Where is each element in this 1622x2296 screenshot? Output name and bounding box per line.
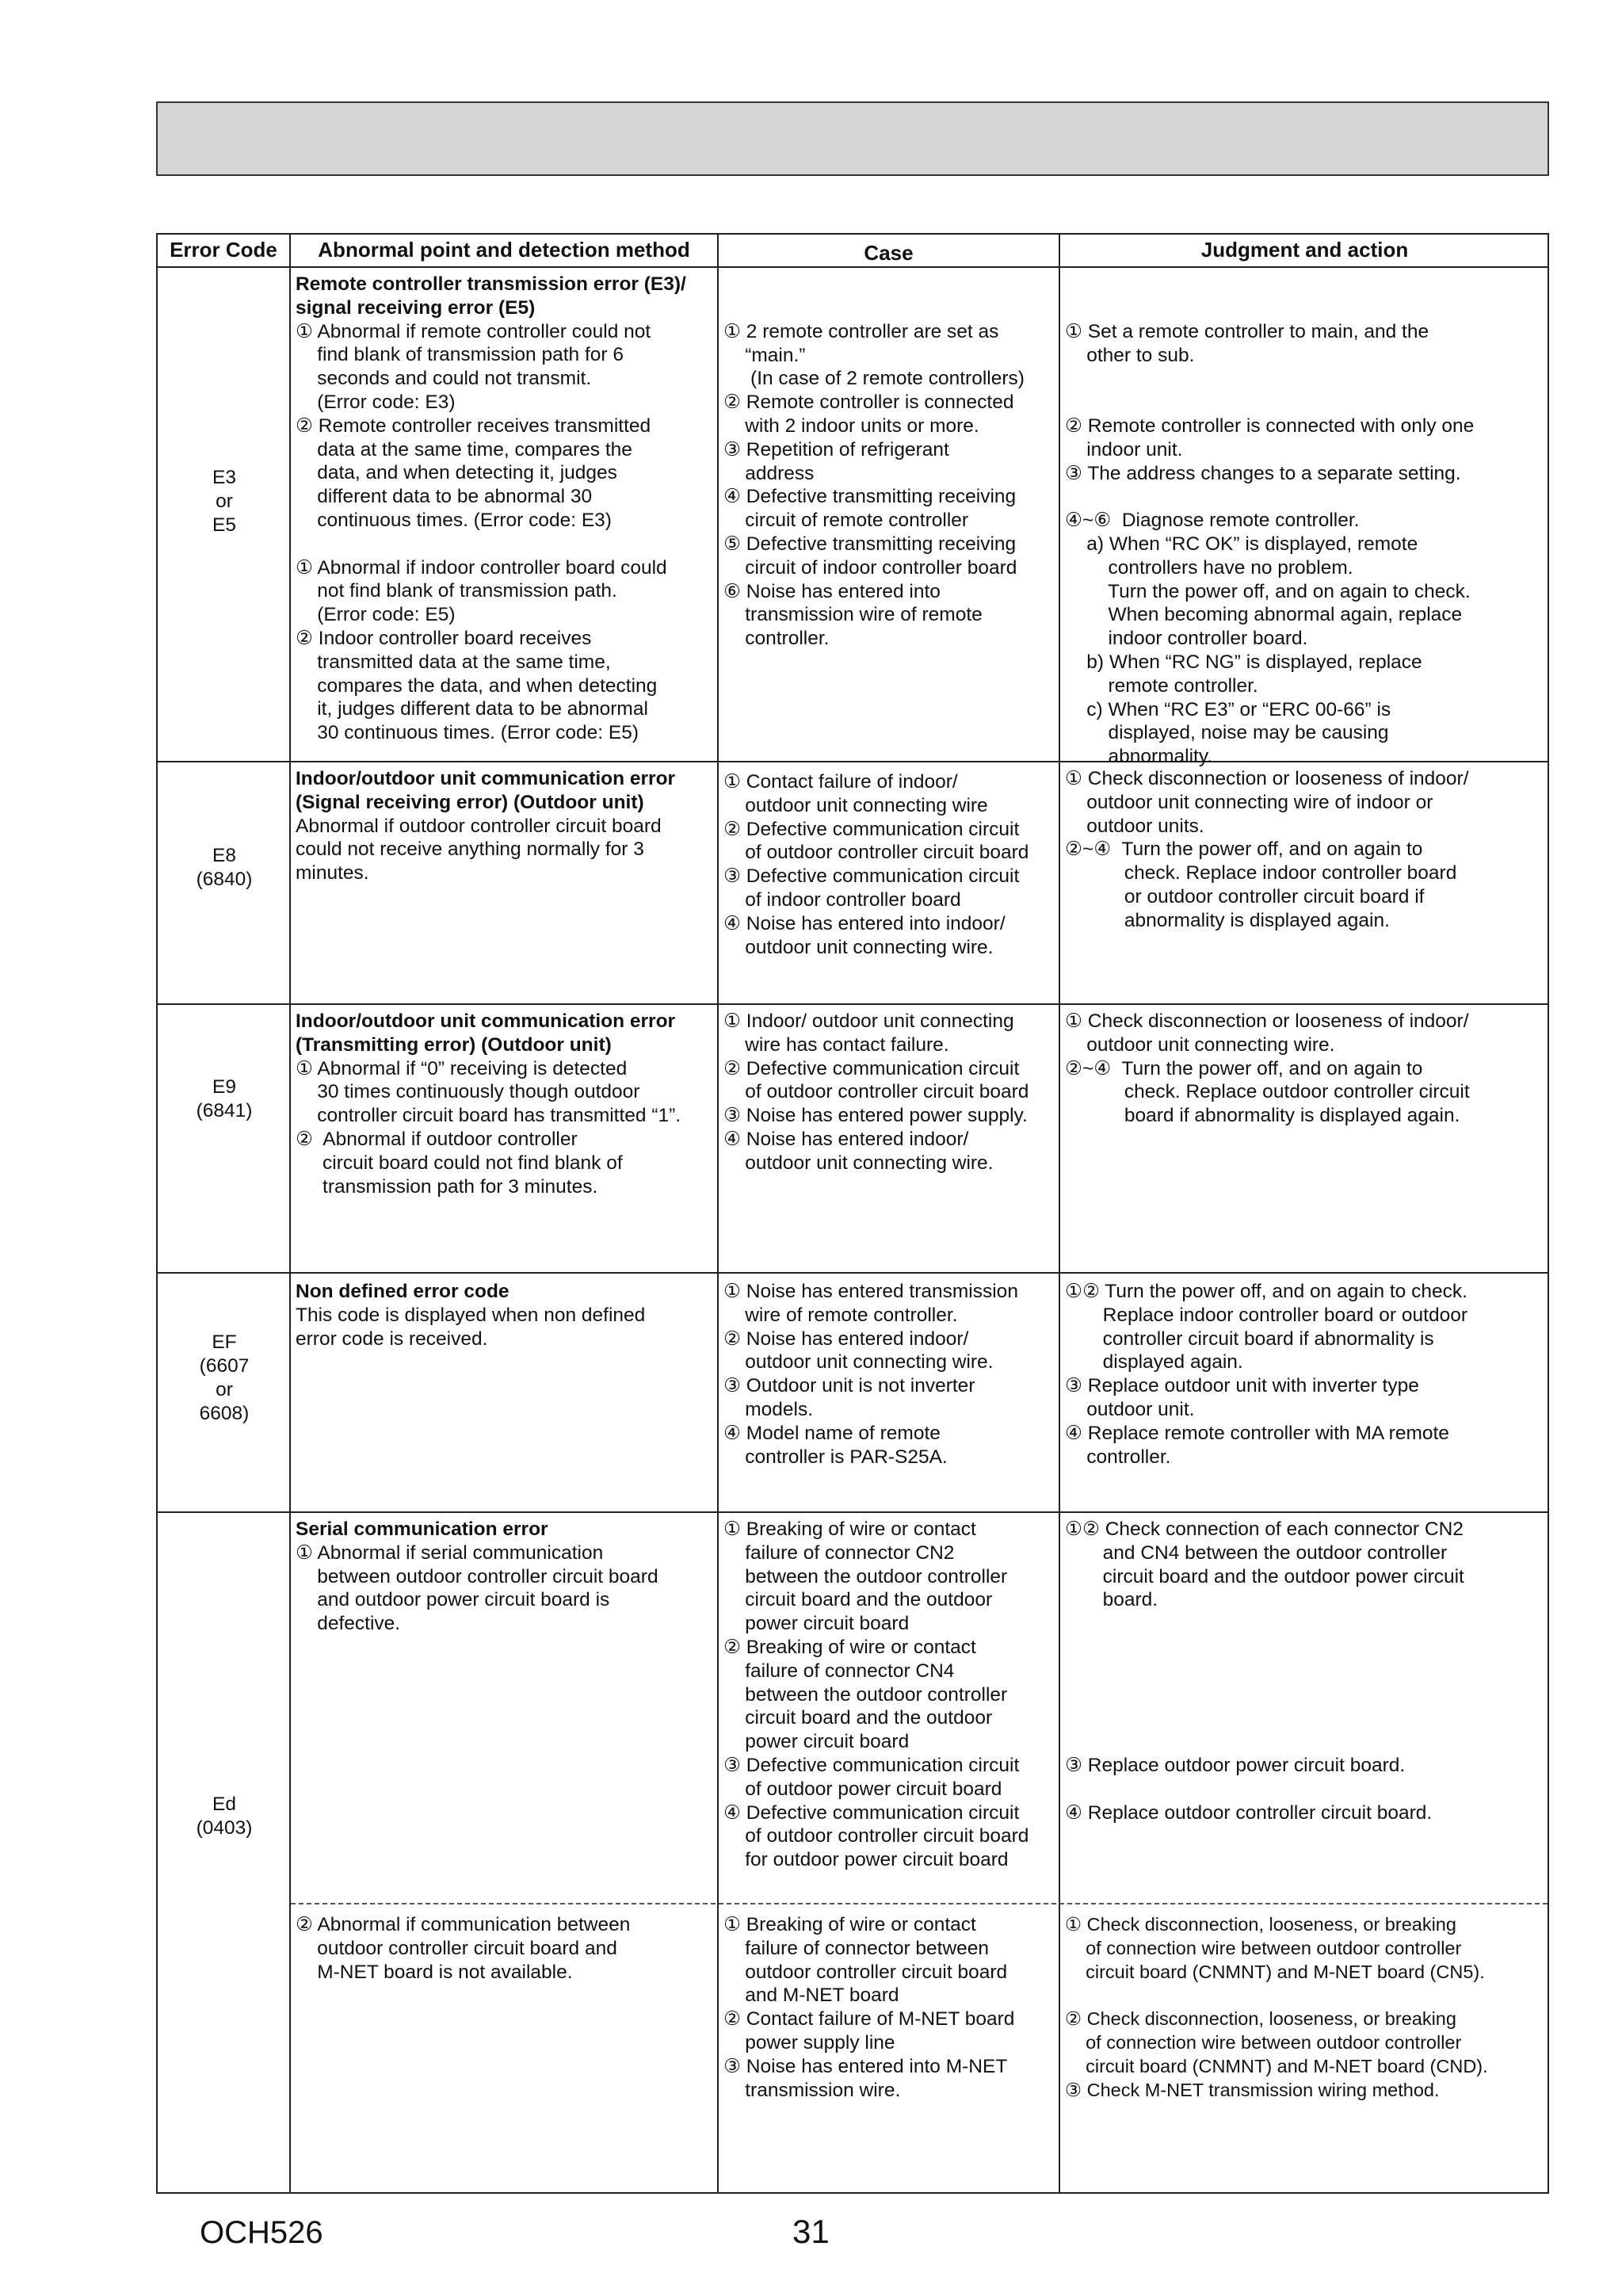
cell-line: and M-NET board	[723, 1985, 899, 2007]
case-cell	[723, 1913, 1014, 2102]
header-case: Case	[864, 241, 914, 265]
error-code-line: (6841)	[196, 1100, 253, 1121]
error-code-cell	[158, 1075, 291, 1123]
cell-line: failure of connector between	[723, 1937, 990, 1959]
cell-line: When becoming abnormal again, replace	[1065, 604, 1463, 626]
cell-line: different data to be abnormal 30	[296, 486, 593, 508]
column-divider	[1059, 235, 1060, 2192]
case-cell	[723, 1518, 1029, 1872]
cell-line: ① Indoor/ outdoor unit connecting	[723, 1010, 1014, 1032]
cell-line	[1065, 1612, 1464, 1636]
cell-line: ③ Replace outdoor unit with inverter type	[1065, 1375, 1419, 1397]
cell-line: outdoor units.	[1065, 815, 1204, 837]
cell-line: check. Replace indoor controller board	[1065, 862, 1457, 884]
cell-line: outdoor unit connecting wire	[723, 794, 988, 816]
cell-line: ② Noise has entered indoor/	[723, 1328, 969, 1350]
cell-line: board if abnormality is displayed again.	[1065, 1105, 1460, 1127]
cell-line: 30 times continuously though outdoor	[296, 1081, 640, 1103]
cell-line: of outdoor controller circuit board	[723, 1081, 1029, 1103]
cell-line	[723, 296, 1025, 320]
cell-title: (Transmitting error) (Outdoor unit)	[296, 1033, 612, 1056]
cell-line: ④ Model name of remote	[723, 1422, 941, 1444]
cell-line: ① Check disconnection or looseness of indoor/	[1065, 1010, 1469, 1032]
cell-line: ④ Replace outdoor controller circuit board.	[1065, 1801, 1433, 1824]
cell-line: circuit board and the outdoor	[723, 1707, 993, 1729]
cell-line: circuit of indoor controller board	[723, 556, 1017, 579]
cell-line	[1065, 485, 1474, 509]
cell-line: of indoor controller board	[723, 888, 961, 911]
cell-line: (In case of 2 remote controllers)	[723, 368, 1025, 390]
error-code-line: E5	[212, 514, 236, 536]
case-cell	[723, 1010, 1029, 1175]
cell-line	[1065, 296, 1474, 320]
error-code-line: (6840)	[196, 869, 253, 890]
cell-line: controller is PAR-S25A.	[723, 1446, 948, 1468]
header-bar	[156, 101, 1549, 176]
cell-line	[1065, 367, 1474, 391]
cell-line: of outdoor controller circuit board	[723, 1825, 1029, 1847]
page-number: 31	[792, 2213, 830, 2250]
cell-line: not find blank of transmission path.	[296, 580, 617, 602]
cell-line: ④ Defective transmitting receiving	[723, 486, 1017, 508]
cell-title: Non defined error code	[296, 1281, 509, 1302]
cell-line: ③ Noise has entered into M-NET	[723, 2055, 1008, 2077]
cell-line: error code is received.	[296, 1328, 488, 1350]
cell-line: between outdoor controller circuit board	[296, 1565, 658, 1587]
cell-line: displayed again.	[1065, 1351, 1243, 1373]
cell-line: outdoor unit connecting wire.	[723, 936, 994, 958]
error-code-line: E8	[212, 845, 236, 866]
cell-line: ①② Turn the power off, and on again to check.	[1065, 1281, 1467, 1302]
cell-line: ① Abnormal if remote controller could not	[296, 320, 651, 342]
row-divider	[158, 1272, 1548, 1274]
error-code-cell	[158, 466, 291, 537]
cell-line	[1065, 1984, 1488, 2008]
cell-line: outdoor unit.	[1065, 1398, 1195, 1420]
cell-line: transmission wire of remote	[723, 604, 983, 626]
error-code-line: or	[216, 491, 233, 512]
cell-line: ①② Check connection of each connector CN2	[1065, 1519, 1464, 1540]
cell-line: indoor unit.	[1065, 438, 1183, 460]
cell-line: address	[723, 462, 815, 484]
cell-line	[1065, 1706, 1464, 1730]
cell-line: of outdoor controller circuit board	[723, 842, 1029, 864]
cell-line: between the outdoor controller	[723, 1683, 1008, 1706]
cell-line: find blank of transmission path for 6	[296, 344, 624, 366]
cell-line: ① Abnormal if “0” receiving is detected	[296, 1057, 628, 1079]
cell-line: ② Abnormal if communication between	[296, 1914, 631, 1935]
cell-line: ① Check disconnection or looseness of indoor/	[1065, 768, 1469, 789]
cell-line: ④ Replace remote controller with MA remote	[1065, 1422, 1449, 1444]
cell-line: displayed, noise may be causing	[1065, 722, 1389, 744]
cell-line: ④~⑥ Diagnose remote controller.	[1065, 510, 1360, 532]
cell-line: ② Check disconnection, looseness, or breaking	[1065, 2008, 1456, 2030]
cell-line: ① Contact failure of indoor/	[723, 771, 958, 793]
cell-line: ② Defective communication circuit	[723, 1057, 1020, 1079]
abnormal-cell	[296, 1518, 658, 1636]
cell-line: transmitted data at the same time,	[296, 651, 611, 673]
error-code-table	[156, 233, 1549, 2194]
cell-line: ⑤ Defective transmitting receiving	[723, 533, 1017, 555]
cell-line: ② Abnormal if outdoor controller	[296, 1128, 578, 1150]
cell-line: circuit board could not find blank of	[296, 1152, 623, 1174]
cell-title: signal receiving error (E5)	[296, 296, 536, 319]
judgment-cell	[1065, 296, 1474, 769]
cell-line: ① Abnormal if indoor controller board could	[296, 556, 667, 579]
case-cell	[723, 770, 1029, 959]
cell-line: circuit of remote controller	[723, 510, 969, 532]
cell-line: circuit board and the outdoor	[723, 1589, 993, 1611]
cell-line: failure of connector CN2	[723, 1541, 955, 1564]
cell-line: ① Abnormal if serial communication	[296, 1541, 604, 1564]
cell-line: a) When “RC OK” is displayed, remote	[1065, 533, 1418, 555]
cell-line: indoor controller board.	[1065, 628, 1308, 650]
cell-title: Indoor/outdoor unit communication error	[296, 768, 676, 789]
cell-line: ③ Defective communication circuit	[723, 1754, 1020, 1776]
cell-line: ② Indoor controller board receives	[296, 627, 592, 649]
cell-line: of connection wire between outdoor controller	[1065, 2031, 1462, 2053]
cell-line: remote controller.	[1065, 674, 1258, 697]
error-code-line: (6607	[199, 1355, 250, 1377]
cell-line: ① Check disconnection, looseness, or breaking	[1065, 1914, 1456, 1935]
cell-line: failure of connector CN4	[723, 1660, 955, 1682]
cell-line: minutes.	[296, 862, 369, 884]
cell-line: ② Remote controller is connected with only one	[1065, 415, 1475, 437]
row-divider	[158, 1003, 1548, 1005]
cell-line: board.	[1065, 1589, 1158, 1611]
error-code-line: E3	[212, 467, 236, 488]
cell-line: ① Breaking of wire or contact	[723, 1519, 976, 1540]
header-error-code: Error Code	[170, 238, 277, 262]
cell-line: ② Remote controller is connected	[723, 392, 1014, 414]
cell-line: ④ Defective communication circuit	[723, 1801, 1020, 1824]
cell-line: with 2 indoor units or more.	[723, 415, 979, 437]
judgment-cell	[1065, 1913, 1488, 2102]
judgment-cell	[1065, 1010, 1470, 1128]
cell-line: controller.	[723, 628, 830, 650]
cell-line: outdoor controller circuit board and	[296, 1937, 617, 1959]
cell-line: ② Remote controller receives transmitted	[296, 415, 651, 437]
cell-line: ① Breaking of wire or contact	[723, 1914, 976, 1935]
error-code-line: EF	[212, 1331, 237, 1353]
cell-line: ② Contact failure of M-NET board	[723, 2008, 1015, 2030]
header-abnormal-point: Abnormal point and detection method	[318, 238, 690, 262]
header-judgment: Judgment and action	[1200, 238, 1409, 262]
cell-line: ① 2 remote controller are set as	[723, 320, 999, 342]
cell-line: power circuit board	[723, 1731, 910, 1753]
judgment-cell	[1065, 1518, 1464, 1824]
cell-line: controller.	[1065, 1446, 1171, 1468]
cell-line: circuit board (CNMNT) and M-NET board (CN5).	[1065, 1961, 1485, 1982]
cell-line: ② Defective communication circuit	[723, 818, 1020, 840]
cell-line: ②~④ Turn the power off, and on again to	[1065, 839, 1423, 861]
cell-line: outdoor unit connecting wire.	[723, 1152, 994, 1174]
error-code-line: 6608)	[199, 1403, 250, 1424]
error-code-cell	[158, 1793, 291, 1840]
cell-line: ⑥ Noise has entered into	[723, 580, 941, 602]
case-cell	[723, 296, 1025, 651]
cell-title: Serial communication error	[296, 1519, 548, 1540]
cell-line: c) When “RC E3” or “ERC 00-66” is	[1065, 698, 1391, 720]
cell-line: ③ Outdoor unit is not inverter	[723, 1375, 975, 1397]
column-divider	[717, 235, 719, 2192]
cell-line: could not receive anything normally for 3	[296, 839, 644, 861]
cell-line: outdoor unit connecting wire.	[723, 1351, 994, 1373]
case-cell	[723, 1280, 1018, 1469]
cell-line: abnormality is displayed again.	[1065, 909, 1390, 931]
cell-line: ③ Noise has entered power supply.	[723, 1105, 1028, 1127]
cell-line: Abnormal if outdoor controller circuit board	[296, 815, 662, 837]
cell-line: check. Replace outdoor controller circuit	[1065, 1081, 1470, 1103]
cell-title: Remote controller transmission error (E3)/	[296, 273, 686, 295]
error-code-line: or	[216, 1379, 233, 1400]
cell-line	[1065, 1636, 1464, 1660]
cell-line: defective.	[296, 1613, 401, 1635]
cell-line: (Error code: E5)	[296, 604, 456, 626]
cell-line: for outdoor power circuit board	[723, 1849, 1009, 1871]
cell-line: wire of remote controller.	[723, 1304, 958, 1326]
abnormal-cell	[296, 1913, 630, 1984]
cell-line: transmission wire.	[723, 2079, 901, 2101]
cell-line: outdoor unit connecting wire of indoor or	[1065, 791, 1433, 813]
cell-line: wire has contact failure.	[723, 1033, 949, 1056]
judgment-cell	[1065, 767, 1469, 933]
abnormal-cell	[296, 1280, 645, 1350]
error-code-line: Ed	[212, 1794, 236, 1815]
abnormal-cell	[296, 767, 675, 885]
abnormal-cell	[296, 1010, 681, 1198]
cell-line	[1065, 1683, 1464, 1707]
cell-line: transmission path for 3 minutes.	[296, 1175, 598, 1198]
cell-title: Indoor/outdoor unit communication error	[296, 1010, 676, 1032]
cell-line: outdoor unit connecting wire.	[1065, 1033, 1335, 1056]
cell-line: “main.”	[723, 344, 806, 366]
cell-line: ④ Noise has entered indoor/	[723, 1128, 969, 1150]
header-divider	[158, 266, 1548, 268]
cell-line	[1065, 1730, 1464, 1754]
cell-line: seconds and could not transmit.	[296, 368, 592, 390]
cell-line: ③ Check M-NET transmission wiring method.	[1065, 2079, 1440, 2100]
cell-line: or outdoor controller circuit board if	[1065, 885, 1425, 907]
cell-line: ③ Replace outdoor power circuit board.	[1065, 1754, 1406, 1776]
cell-line: Replace indoor controller board or outdoor	[1065, 1304, 1467, 1326]
cell-line: it, judges different data to be abnormal	[296, 698, 648, 720]
cell-line: ③ The address changes to a separate setting.	[1065, 462, 1461, 484]
cell-line: data at the same time, compares the	[296, 438, 632, 460]
error-code-cell	[158, 844, 291, 892]
row-divider	[158, 1511, 1548, 1513]
cell-line: (Error code: E3)	[296, 391, 456, 413]
sub-row-dashed-divider	[291, 1903, 1548, 1904]
cell-line: 30 continuous times. (Error code: E5)	[296, 722, 639, 744]
error-code-line: E9	[212, 1076, 236, 1098]
cell-line: M-NET board is not available.	[296, 1961, 573, 1983]
cell-line	[1065, 1660, 1464, 1683]
cell-line: between the outdoor controller	[723, 1565, 1008, 1587]
error-code-cell	[158, 1331, 291, 1426]
cell-line: of connection wire between outdoor controller	[1065, 1937, 1462, 1958]
cell-line: b) When “RC NG” is displayed, replace	[1065, 651, 1422, 673]
cell-line: power circuit board	[723, 1613, 910, 1635]
cell-line: controller circuit board has transmitted “1”.	[296, 1105, 681, 1127]
cell-line	[1065, 1778, 1464, 1801]
cell-line: outdoor controller circuit board	[723, 1961, 1008, 1983]
cell-line: compares the data, and when detecting	[296, 674, 658, 697]
cell-line: power supply line	[723, 2031, 895, 2053]
cell-line: ④ Noise has entered into indoor/	[723, 912, 1006, 934]
cell-line: of outdoor power circuit board	[723, 1778, 1002, 1800]
cell-line: ① Set a remote controller to main, and the	[1065, 320, 1429, 342]
cell-line: ③ Repetition of refrigerant	[723, 438, 949, 460]
cell-line	[296, 533, 686, 556]
cell-line: ① Noise has entered transmission	[723, 1281, 1018, 1302]
cell-line: and CN4 between the outdoor controller	[1065, 1541, 1448, 1564]
cell-line: controllers have no problem.	[1065, 556, 1353, 579]
cell-line: ③ Defective communication circuit	[723, 865, 1020, 888]
cell-line: continuous times. (Error code: E3)	[296, 509, 612, 531]
cell-line: data, and when detecting it, judges	[296, 462, 617, 484]
judgment-cell	[1065, 1280, 1467, 1469]
footer-model-number: OCH526	[200, 2215, 323, 2250]
error-code-line: (0403)	[196, 1817, 253, 1839]
cell-line: ②~④ Turn the power off, and on again to	[1065, 1057, 1423, 1079]
abnormal-cell	[296, 273, 686, 745]
cell-line: ② Breaking of wire or contact	[723, 1636, 976, 1658]
cell-title: (Signal receiving error) (Outdoor unit)	[296, 791, 644, 813]
cell-line: models.	[723, 1398, 814, 1420]
cell-line: Turn the power off, and on again to check.	[1065, 580, 1471, 602]
cell-line: other to sub.	[1065, 344, 1195, 366]
cell-line: and outdoor power circuit board is	[296, 1589, 610, 1611]
cell-line: abnormality.	[1065, 746, 1213, 768]
cell-line	[1065, 391, 1474, 415]
cell-line: circuit board (CNMNT) and M-NET board (CND).	[1065, 2055, 1488, 2076]
cell-line: controller circuit board if abnormality is	[1065, 1328, 1434, 1350]
cell-line: This code is displayed when non defined	[296, 1304, 646, 1326]
cell-line: circuit board and the outdoor power circuit	[1065, 1565, 1464, 1587]
